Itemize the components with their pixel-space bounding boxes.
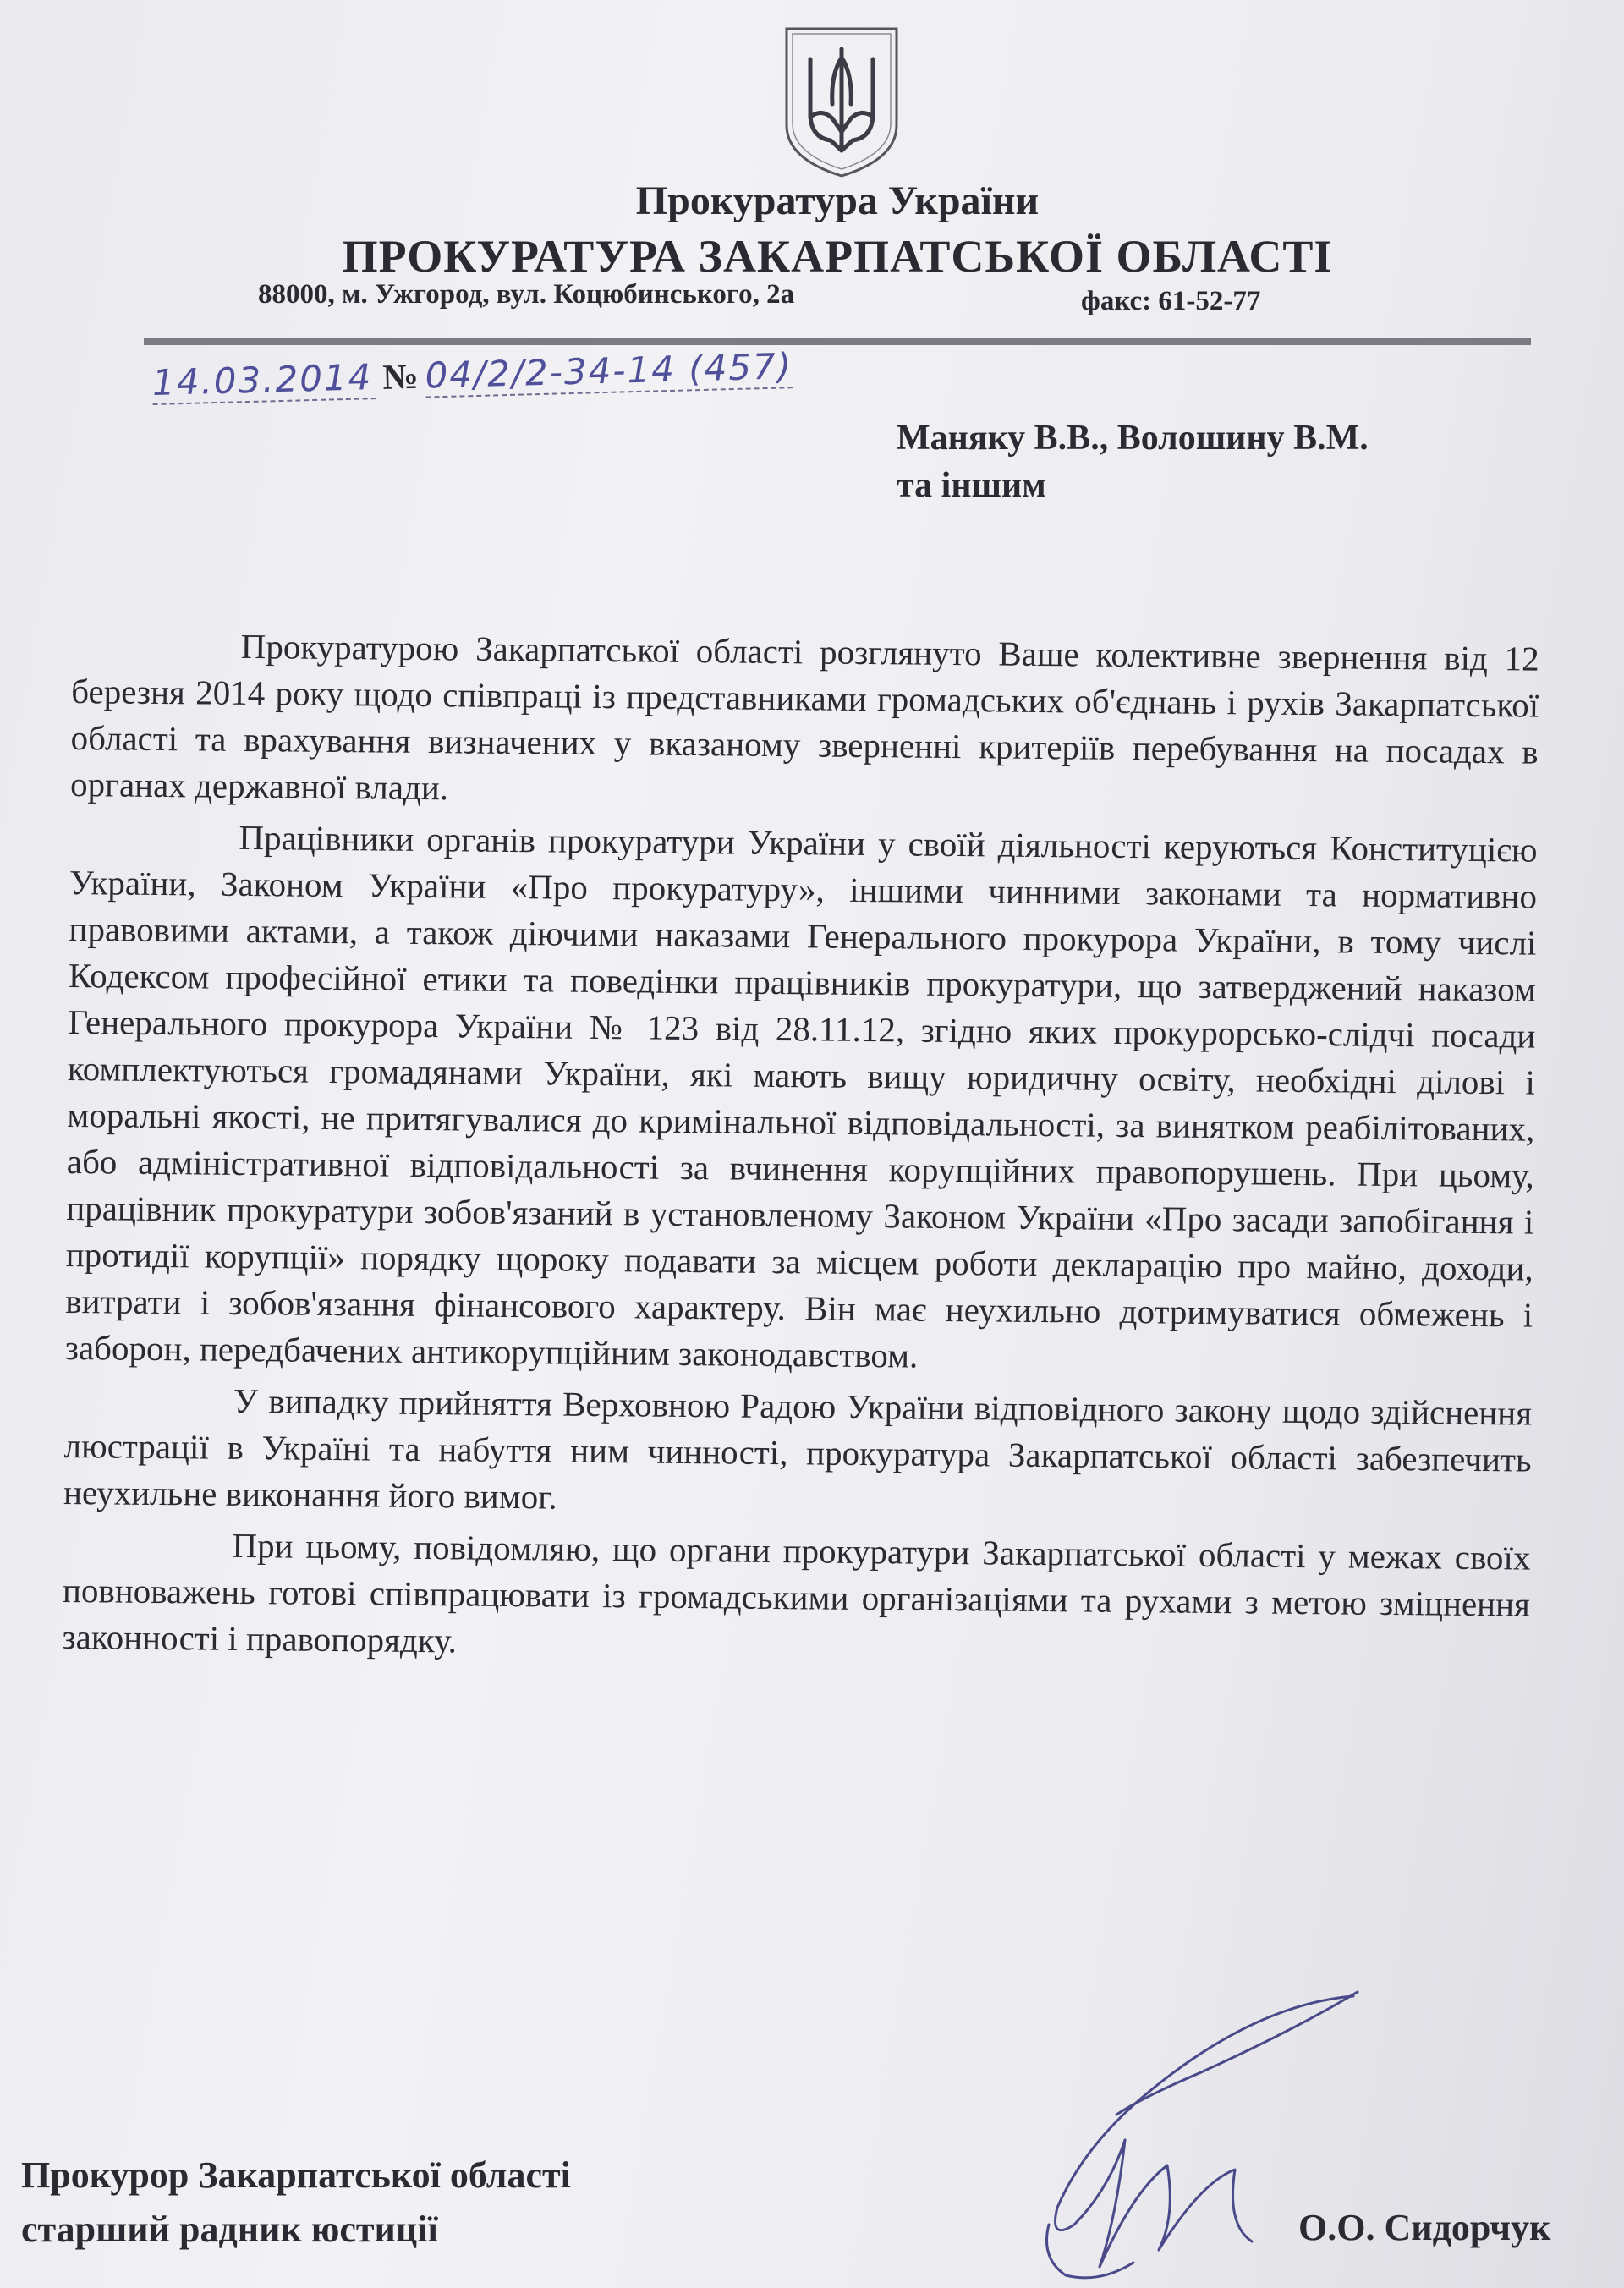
body-paragraph: Працівники органів прокуратури України у своїй діяльності керуються Конституцією України, Законом України «Про прокуратуру», іншими чинними законами та нормативно правовими актами, а також діючими наказами Генерального прокурора України, в тому числі Кодексом професійної етики та поведінки працівників прокуратури, що затверджений наказом Генерального прокурора України № 123 від 28.11.12, згідно яких прокурорсько-слідчі посади комплектуються громадянами України, які мають вищу юридичну освіту, необхідні ділові і моральні якості, не притягувалися до кримінальної відповідальності, за винятком реабілітованих, або адміністративної відповідальності за вчинення корупційних правопорушень. При цьому, працівник прокуратури зобов'язаний в установленому Законом України «Про засади запобігання і протидії корупції» порядку щороку подавати за місцем роботи декларацію про майно, доходи, витрати і зобов'язання фінансового характеру. Він має неухильно дотримуватися обмежень і заборон, передбачених антикорупційним законодавством. xyxy=(64,817,1538,1375)
registration-date: 14.03.2014 xyxy=(151,356,376,405)
body-paragraph: Прокуратурою Закарпатської області розглянуто Ваше колективне звернення від 12 березня 2014 року щодо співпраці із представниками громадських об'єднань і рухів Закарпатської області та врахування визначених у вказаному зверненні критеріїв перебування на посадах в органах державної влади. xyxy=(69,626,1539,808)
addressee-block xyxy=(897,414,1369,509)
number-sign: № xyxy=(381,357,420,398)
agency-parent-title: Прокуратура України xyxy=(635,178,1040,223)
agency-fax: факс: 61-52-77 xyxy=(1081,286,1261,316)
body-paragraph: При цьому, повідомляю, що органи прокуратури Закарпатської області у межах своїх повноважень готові співпрацювати із громадськими організаціями та рухами з метою зміцнення законності і правопорядку. xyxy=(62,1525,1531,1660)
header-divider xyxy=(144,338,1531,345)
signer-position xyxy=(21,2148,571,2257)
signer-rank: старший радник юстиції xyxy=(21,2208,438,2250)
letter-body xyxy=(62,622,1539,1680)
registration-number: 04/2/2-34-14 (457) xyxy=(424,345,793,397)
registration-line xyxy=(151,345,793,404)
addressee-names: Маняку В.В., Волошину В.М. xyxy=(897,419,1369,458)
trident-emblem-icon xyxy=(780,24,903,179)
agency-title: ПРОКУРАТУРА ЗАКАРПАТСЬКОЇ ОБЛАСТІ xyxy=(342,231,1333,282)
signer-title: Прокурор Закарпатської області xyxy=(21,2154,571,2196)
signer-name: О.О. Сидорчук xyxy=(1298,2207,1551,2248)
agency-address: 88000, м. Ужгород, вул. Коцюбинського, 2а xyxy=(258,279,795,310)
body-paragraph: У випадку прийняття Верховною Радою України відповідного закону щодо здійснення люстрації в Україні та набуття ним чинності, прокуратура Закарпатської області забезпечить неухильне виконання його вимог. xyxy=(63,1380,1533,1517)
addressee-others: та іншим xyxy=(897,466,1046,505)
